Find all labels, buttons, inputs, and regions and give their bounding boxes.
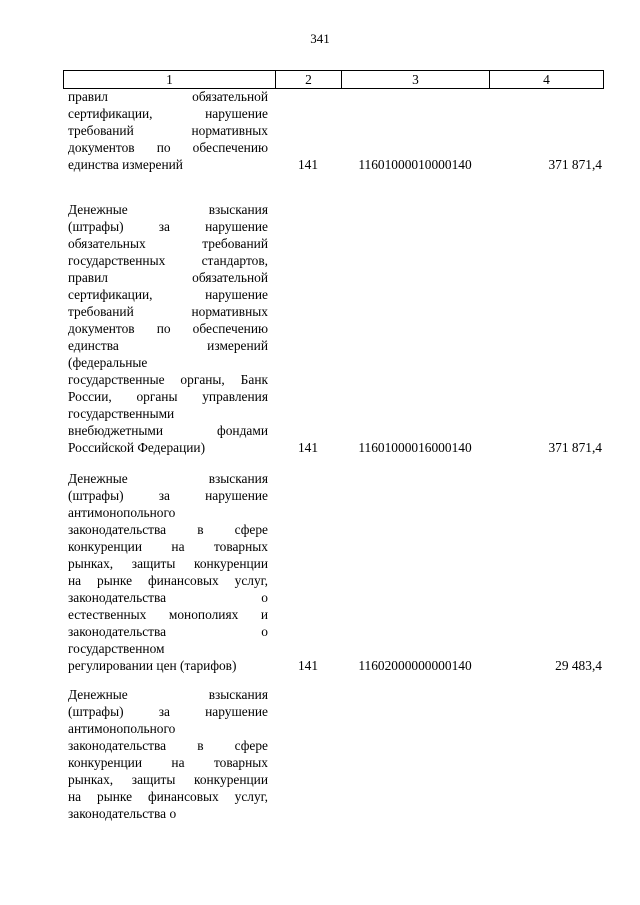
description-line: Денежные взыскания [68, 687, 268, 702]
description-line: сертификации, нарушение [68, 287, 268, 302]
description-line: государственные органы, Банк [68, 372, 268, 387]
row-kbk: 11601000016000140 [358, 440, 472, 455]
description-line: документов по обеспечению [68, 140, 268, 155]
row-kbk: 11601000010000140 [358, 157, 472, 172]
description-line: законодательства в сфере [68, 738, 268, 753]
description-line: единства измерений [68, 157, 183, 172]
header-col-3: 3 [342, 71, 490, 89]
row-sum: 29 483,4 [555, 658, 602, 673]
description-line: законодательства в сфере [68, 522, 268, 537]
description-line: естественных монополиях и [68, 607, 268, 622]
description-line: на рынке финансовых услуг, [68, 573, 268, 588]
description-line: сертификации, нарушение [68, 106, 268, 121]
description-line: государственном [68, 641, 165, 656]
page-number: 341 [310, 31, 330, 46]
description-line: законодательства о [68, 624, 268, 639]
table-header [63, 70, 604, 89]
description-line: законодательства о [68, 590, 268, 605]
description-line: конкуренции на товарных [68, 755, 268, 770]
description-line: (штрафы) за нарушение [68, 704, 268, 719]
description-line: России, органы управления [68, 389, 268, 404]
description-line: правил обязательной [68, 270, 268, 285]
description-line: законодательства о [68, 806, 177, 821]
description-line: Денежные взыскания [68, 471, 268, 486]
description-line: (штрафы) за нарушение [68, 219, 268, 234]
description-line: на рынке финансовых услуг, [68, 789, 268, 804]
description-line: правил обязательной [68, 89, 268, 104]
description-line: (федеральные [68, 355, 148, 370]
header-row [64, 71, 604, 89]
description-line: конкуренции на товарных [68, 539, 268, 554]
description-line: документов по обеспечению [68, 321, 268, 336]
row-code: 141 [297, 658, 319, 673]
row-code: 141 [297, 157, 319, 172]
row-sum: 371 871,4 [548, 157, 602, 172]
description-line: Российской Федерации) [68, 440, 206, 455]
description-line: государственными [68, 406, 175, 421]
row-description [68, 201, 268, 456]
description-line: регулировании цен (тарифов) [68, 658, 237, 673]
description-line: внебюджетными фондами [68, 423, 268, 438]
description-line: требований нормативных [68, 304, 268, 319]
description-line: Денежные взыскания [68, 202, 268, 217]
description-line: требований нормативных [68, 123, 268, 138]
description-line: обязательных требований [68, 236, 268, 251]
row-description [68, 686, 268, 822]
description-line: антимонопольного [68, 721, 176, 736]
row-description [68, 88, 268, 173]
description-line: рынках, защиты конкуренции [68, 556, 268, 571]
header-col-4: 4 [490, 71, 604, 89]
header-col-2: 2 [276, 71, 342, 89]
description-line: (штрафы) за нарушение [68, 488, 268, 503]
row-code: 141 [297, 440, 319, 455]
description-line: антимонопольного [68, 505, 176, 520]
row-kbk: 11602000000000140 [358, 658, 472, 673]
row-sum: 371 871,4 [548, 440, 602, 455]
description-line: рынках, защиты конкуренции [68, 772, 268, 787]
description-line: единства измерений [68, 338, 268, 353]
row-description [68, 470, 268, 674]
description-line: государственных стандартов, [68, 253, 268, 268]
header-col-1: 1 [64, 71, 276, 89]
